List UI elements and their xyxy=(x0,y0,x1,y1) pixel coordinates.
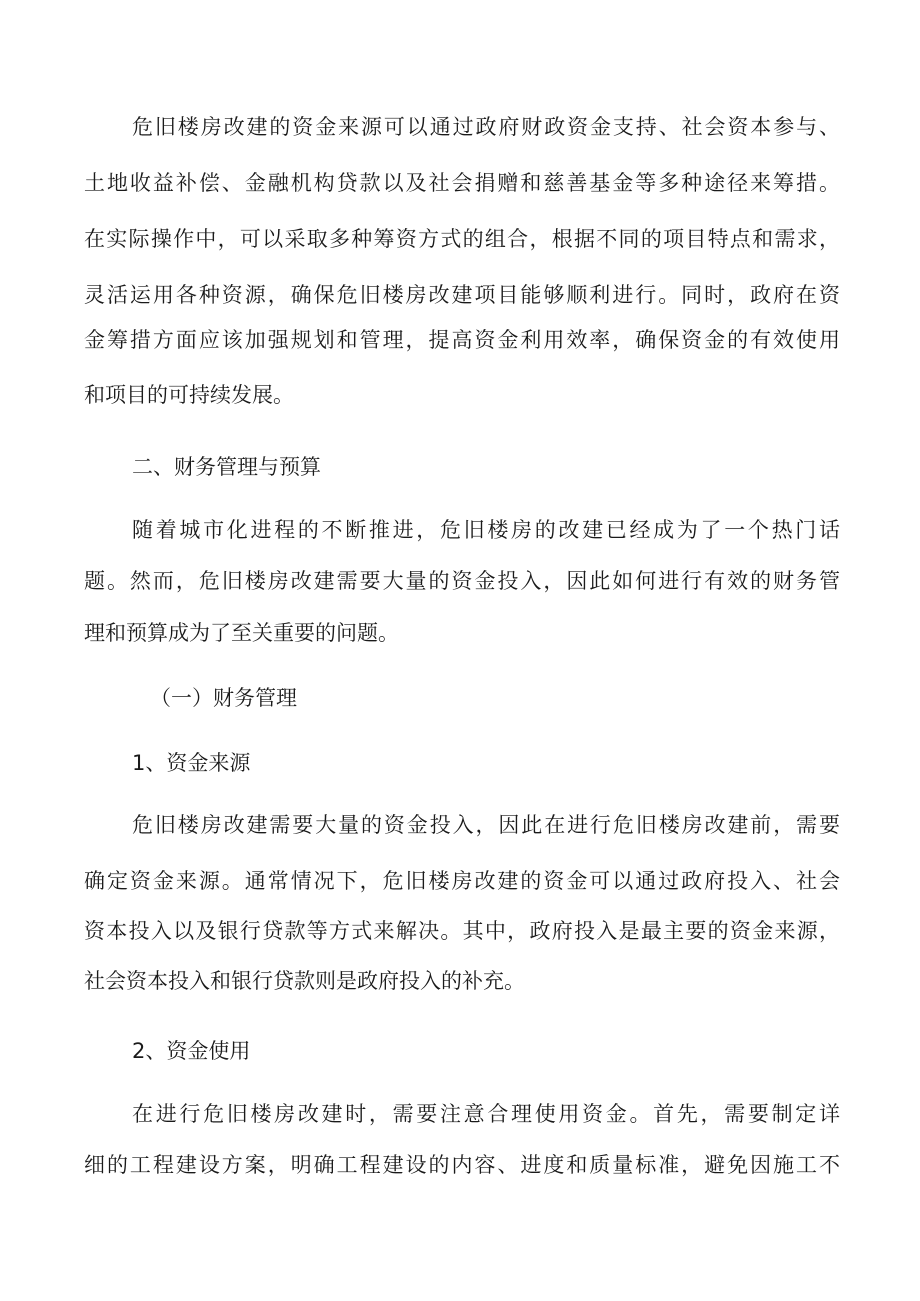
paragraph-1-line-2: 土地收益补偿、金融机构贷款以及社会捐赠和慈善基金等多种途径来筹措。 xyxy=(84,171,840,195)
paragraph-3-line-1: 危旧楼房改建需要大量的资金投入，因此在进行危旧楼房改建前，需要 xyxy=(132,813,840,837)
paragraph-3-line-3: 资本投入以及银行贷款等方式来解决。其中，政府投入是最主要的资金来源， xyxy=(84,919,840,943)
paragraph-3-line-2: 确定资金来源。通常情况下，危旧楼房改建的资金可以通过政府投入、社会 xyxy=(84,869,840,893)
paragraph-2-line-1: 随着城市化进程的不断推进，危旧楼房的改建已经成为了一个热门话 xyxy=(132,518,840,542)
paragraph-3-line-4: 社会资本投入和银行贷款则是政府投入的补充。 xyxy=(84,969,525,993)
paragraph-4-line-2: 细的工程建设方案，明确工程建设的内容、进度和质量标准，避免因施工不 xyxy=(84,1153,840,1177)
item-heading-funding-source: 1、资金来源 xyxy=(132,751,251,775)
paragraph-1-line-4: 灵活运用各种资源，确保危旧楼房改建项目能够顺利进行。同时，政府在资 xyxy=(84,283,840,307)
item-heading-funding-use: 2、资金使用 xyxy=(132,1039,251,1063)
paragraph-1-line-3: 在实际操作中，可以采取多种筹资方式的组合，根据不同的项目特点和需求， xyxy=(84,227,840,251)
section-heading-finance-budget: 二、财务管理与预算 xyxy=(132,455,321,479)
paragraph-2-line-2: 题。然而，危旧楼房改建需要大量的资金投入，因此如何进行有效的财务管 xyxy=(84,569,840,593)
subsection-heading-finance-management: （一）财务管理 xyxy=(150,686,297,710)
paragraph-4-line-1: 在进行危旧楼房改建时，需要注意合理使用资金。首先，需要制定详 xyxy=(132,1102,840,1126)
paragraph-2-line-3: 理和预算成为了至关重要的问题。 xyxy=(84,621,399,645)
paragraph-1-line-6: 和项目的可持续发展。 xyxy=(84,383,294,407)
paragraph-1-line-1: 危旧楼房改建的资金来源可以通过政府财政资金支持、社会资本参与、 xyxy=(132,115,840,139)
paragraph-1-line-5: 金筹措方面应该加强规划和管理，提高资金利用效率，确保资金的有效使用 xyxy=(84,328,840,352)
